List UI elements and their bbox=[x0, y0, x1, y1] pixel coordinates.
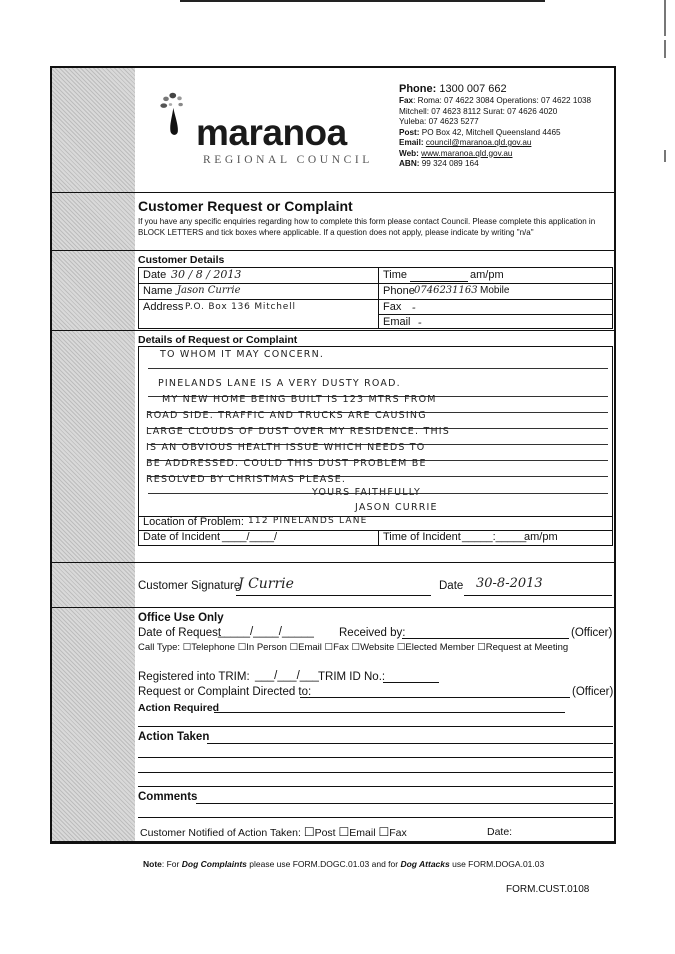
complaint-line[interactable]: PINELANDS LANE IS A VERY DUSTY ROAD. bbox=[158, 378, 401, 389]
incident-date-label: Date of Incident bbox=[143, 531, 221, 543]
location-label: Location of Problem: bbox=[143, 516, 244, 528]
trim-id-label: TRIM ID No.: bbox=[318, 671, 386, 683]
notify-email: Email bbox=[349, 827, 376, 839]
date-of-request-blank[interactable]: _____/____/_____ bbox=[218, 626, 314, 638]
date-value[interactable]: 30 / 8 / 2013 bbox=[171, 268, 242, 281]
fax-roma: Roma: 07 4622 3084 Operations: 07 4622 1038 bbox=[417, 96, 592, 105]
section-divider bbox=[50, 607, 616, 608]
date-of-request-label: Date of Request bbox=[138, 627, 222, 639]
complaint-line[interactable]: ROAD SIDE. TRAFFIC AND TRUCKS ARE CAUSING bbox=[146, 410, 427, 421]
post-value: PO Box 42, Mitchell Queensland 4465 bbox=[421, 127, 561, 137]
complaint-line[interactable]: LARGE CLOUDS OF DUST OVER MY RESIDENCE. THIS bbox=[146, 426, 451, 437]
incident-time-label: Time of Incident bbox=[383, 531, 461, 543]
time-blank[interactable] bbox=[410, 281, 468, 282]
fax-field-value[interactable]: - bbox=[412, 301, 416, 314]
form-title: Customer Request or Complaint bbox=[138, 198, 353, 214]
signature-line bbox=[236, 595, 431, 596]
section-divider bbox=[50, 250, 616, 251]
phone-value: 1300 007 662 bbox=[439, 83, 507, 95]
received-officer-label: (Officer) bbox=[571, 627, 613, 639]
section-divider bbox=[50, 192, 616, 193]
action-taken-line[interactable] bbox=[138, 757, 613, 758]
note-text-b: please use FORM.DOGC.01.03 and for bbox=[246, 859, 401, 869]
details-heading: Details of Request or Complaint bbox=[138, 334, 298, 346]
action-taken-line[interactable] bbox=[138, 786, 613, 787]
opt-in-person: In Person bbox=[246, 642, 287, 653]
scan-edge-mark bbox=[664, 150, 666, 162]
note-text-c: use FORM.DOGA.01.03 bbox=[449, 859, 545, 869]
complaint-line[interactable]: TO WHOM IT MAY CONCERN. bbox=[160, 349, 325, 360]
comments-line[interactable] bbox=[196, 803, 613, 804]
fax-label: Fax bbox=[399, 96, 414, 105]
notify-fax: Fax bbox=[389, 827, 407, 839]
abn-value: 99 324 089 164 bbox=[421, 159, 479, 168]
left-shaded-margin bbox=[52, 68, 135, 842]
form-intro: If you have any specific enquiries regarding how to complete this form please contact Council. Please complete this application in BLOCK LETTERS and tick boxes where applicable. If a question does not apply, please indicate by writing "n/a" bbox=[138, 217, 596, 237]
note-dog-complaints: Dog Complaints bbox=[181, 859, 247, 869]
scan-edge-mark bbox=[664, 0, 666, 36]
complaint-line[interactable]: RESOLVED BY CHRISTMAS PLEASE. bbox=[146, 474, 347, 485]
checkbox-email[interactable]: ☐ bbox=[289, 642, 299, 653]
address-value[interactable]: P.O. Box 136 Mitchell bbox=[185, 302, 296, 312]
notify-date-label: Date: bbox=[487, 826, 513, 838]
location-value[interactable]: 112 PINELANDS LANE bbox=[248, 516, 368, 526]
form-code: FORM.CUST.0108 bbox=[506, 884, 590, 895]
web-label: Web: bbox=[399, 148, 419, 158]
action-required-line[interactable] bbox=[138, 726, 613, 727]
call-type-label: Call Type: bbox=[138, 642, 181, 653]
checkbox-telephone[interactable]: ☐ bbox=[182, 642, 192, 653]
time-suffix: am/pm bbox=[470, 269, 504, 281]
email-label: Email: bbox=[399, 138, 424, 147]
abn-label: ABN: bbox=[399, 159, 420, 168]
phone-field-label: Phone bbox=[383, 285, 415, 297]
address-label: Address bbox=[143, 301, 184, 313]
checkbox-notify-email[interactable]: ☐ bbox=[338, 825, 350, 839]
table-divider bbox=[378, 267, 379, 329]
registered-label: Registered into TRIM: bbox=[138, 671, 250, 683]
opt-elected-member: Elected Member bbox=[405, 642, 475, 653]
fax-mitchell: Mitchell: 07 4623 8112 Surat: 07 4626 4020 bbox=[399, 106, 558, 116]
signature-date-line bbox=[464, 595, 612, 596]
signature-date-label: Date bbox=[439, 580, 464, 592]
registered-blank[interactable]: ___/___/___ bbox=[255, 670, 319, 682]
signature-label: Customer Signature bbox=[138, 580, 241, 592]
checkbox-in-person[interactable]: ☐ bbox=[237, 642, 247, 653]
notified-row bbox=[140, 825, 407, 839]
complaint-line[interactable]: MY NEW HOME BEING BUILT IS 123 MTRS FROM bbox=[162, 394, 437, 405]
action-required-label: Action Required bbox=[138, 702, 220, 714]
scan-edge-mark bbox=[664, 40, 666, 58]
name-label: Name bbox=[143, 285, 173, 297]
row-line bbox=[378, 314, 613, 315]
note-text-a: : For bbox=[161, 859, 182, 869]
name-value[interactable]: Jason Currie bbox=[177, 285, 241, 296]
incident-date-blank[interactable]: ____/____/ bbox=[222, 531, 278, 543]
row-line bbox=[138, 283, 613, 284]
comments-line[interactable] bbox=[138, 817, 613, 818]
web-link[interactable]: www.maranoa.qld.gov.au bbox=[421, 148, 513, 158]
comments-label: Comments bbox=[138, 791, 198, 803]
section-divider bbox=[50, 330, 616, 331]
directed-to-line[interactable] bbox=[300, 697, 570, 698]
write-line bbox=[148, 368, 608, 369]
notify-post: Post bbox=[314, 827, 336, 839]
post-label: Post: bbox=[399, 127, 420, 137]
checkbox-request-at-meeting[interactable]: ☐ bbox=[477, 642, 486, 653]
office-heading: Office Use Only bbox=[138, 612, 224, 624]
date-label: Date bbox=[143, 269, 167, 281]
checkbox-post[interactable]: ☐ bbox=[303, 825, 315, 839]
mobile-label: Mobile bbox=[480, 285, 510, 296]
complaint-line[interactable]: IS AN OBVIOUS HEALTH ISSUE WHICH NEEDS TO bbox=[146, 442, 426, 453]
received-by-label: Received by: bbox=[339, 627, 406, 639]
complaint-signoff[interactable]: JASON CURRIE bbox=[355, 502, 438, 513]
opt-telephone: Telephone bbox=[191, 642, 236, 653]
call-type-row bbox=[138, 642, 568, 653]
action-taken-line[interactable] bbox=[138, 772, 613, 773]
directed-to-label: Request or Complaint Directed to: bbox=[138, 686, 312, 698]
trim-id-line[interactable] bbox=[383, 682, 439, 683]
footer-note bbox=[143, 859, 544, 869]
time-label: Time bbox=[383, 269, 408, 281]
signature-value[interactable]: J Currie bbox=[238, 576, 294, 592]
phone-field-value[interactable]: 0746231163 bbox=[414, 285, 478, 296]
notified-label: Customer Notified of Action Taken: bbox=[140, 827, 301, 839]
email-link[interactable]: council@maranoa.qld.gov.au bbox=[425, 138, 532, 147]
logo-subtitle: REGIONAL COUNCIL bbox=[203, 154, 373, 166]
email-field-value[interactable]: - bbox=[418, 316, 422, 329]
checkbox-elected-member[interactable]: ☐ bbox=[396, 642, 406, 653]
action-required-line[interactable] bbox=[214, 712, 565, 713]
fax-field-label: Fax bbox=[383, 301, 402, 313]
logo-wordmark: maranoa bbox=[196, 112, 347, 153]
section-divider bbox=[50, 841, 616, 842]
section-divider bbox=[50, 562, 616, 563]
email-field-label: Email bbox=[383, 316, 411, 328]
note-prefix: Note bbox=[143, 859, 162, 869]
directed-officer-label: (Officer) bbox=[572, 686, 614, 698]
table-divider bbox=[378, 530, 379, 546]
opt-request-at-meeting: Request at Meeting bbox=[485, 642, 569, 653]
top-scan-line bbox=[180, 0, 545, 2]
checkbox-website[interactable]: ☐ bbox=[351, 642, 361, 653]
incident-time-suffix: am/pm bbox=[524, 531, 558, 543]
row-line bbox=[138, 299, 613, 300]
signature-date-value[interactable]: 30-8-2013 bbox=[476, 576, 543, 591]
opt-website: Website bbox=[360, 642, 395, 653]
complaint-line[interactable]: BE ADDRESSED. COULD THIS DUST PROBLEM BE bbox=[146, 458, 427, 469]
incident-time-blank[interactable]: _____:_____ bbox=[462, 531, 527, 543]
opt-email: Email bbox=[298, 642, 322, 653]
action-taken-line[interactable] bbox=[207, 743, 613, 744]
contact-block: Phone: 1300 007 662 Fax: Roma: 07 4622 3084 Operations: 07 4622 1038 Mitchell: 07 4623 8112 Surat: 07 4626 4020 Yuleba: 07 4623 5277 Post: PO Box 42, Mitchell Queensland 4465 Email: council@maranoa.qld.gov.au Web: www.maranoa.qld.gov.au ABN: 99 324 089 164 bbox=[399, 82, 609, 170]
received-by-line[interactable] bbox=[402, 638, 569, 639]
complaint-closing[interactable]: YOURS FAITHFULLY bbox=[312, 487, 421, 498]
fax-yuleba: Yuleba: 07 4623 5277 bbox=[399, 117, 479, 126]
opt-fax: Fax bbox=[333, 642, 349, 653]
checkbox-fax[interactable]: ☐ bbox=[324, 642, 334, 653]
note-dog-attacks: Dog Attacks bbox=[400, 859, 450, 869]
customer-details-heading: Customer Details bbox=[138, 254, 225, 266]
action-taken-label: Action Taken bbox=[138, 731, 210, 743]
phone-label: Phone: bbox=[399, 83, 437, 95]
checkbox-notify-fax[interactable]: ☐ bbox=[378, 825, 390, 839]
